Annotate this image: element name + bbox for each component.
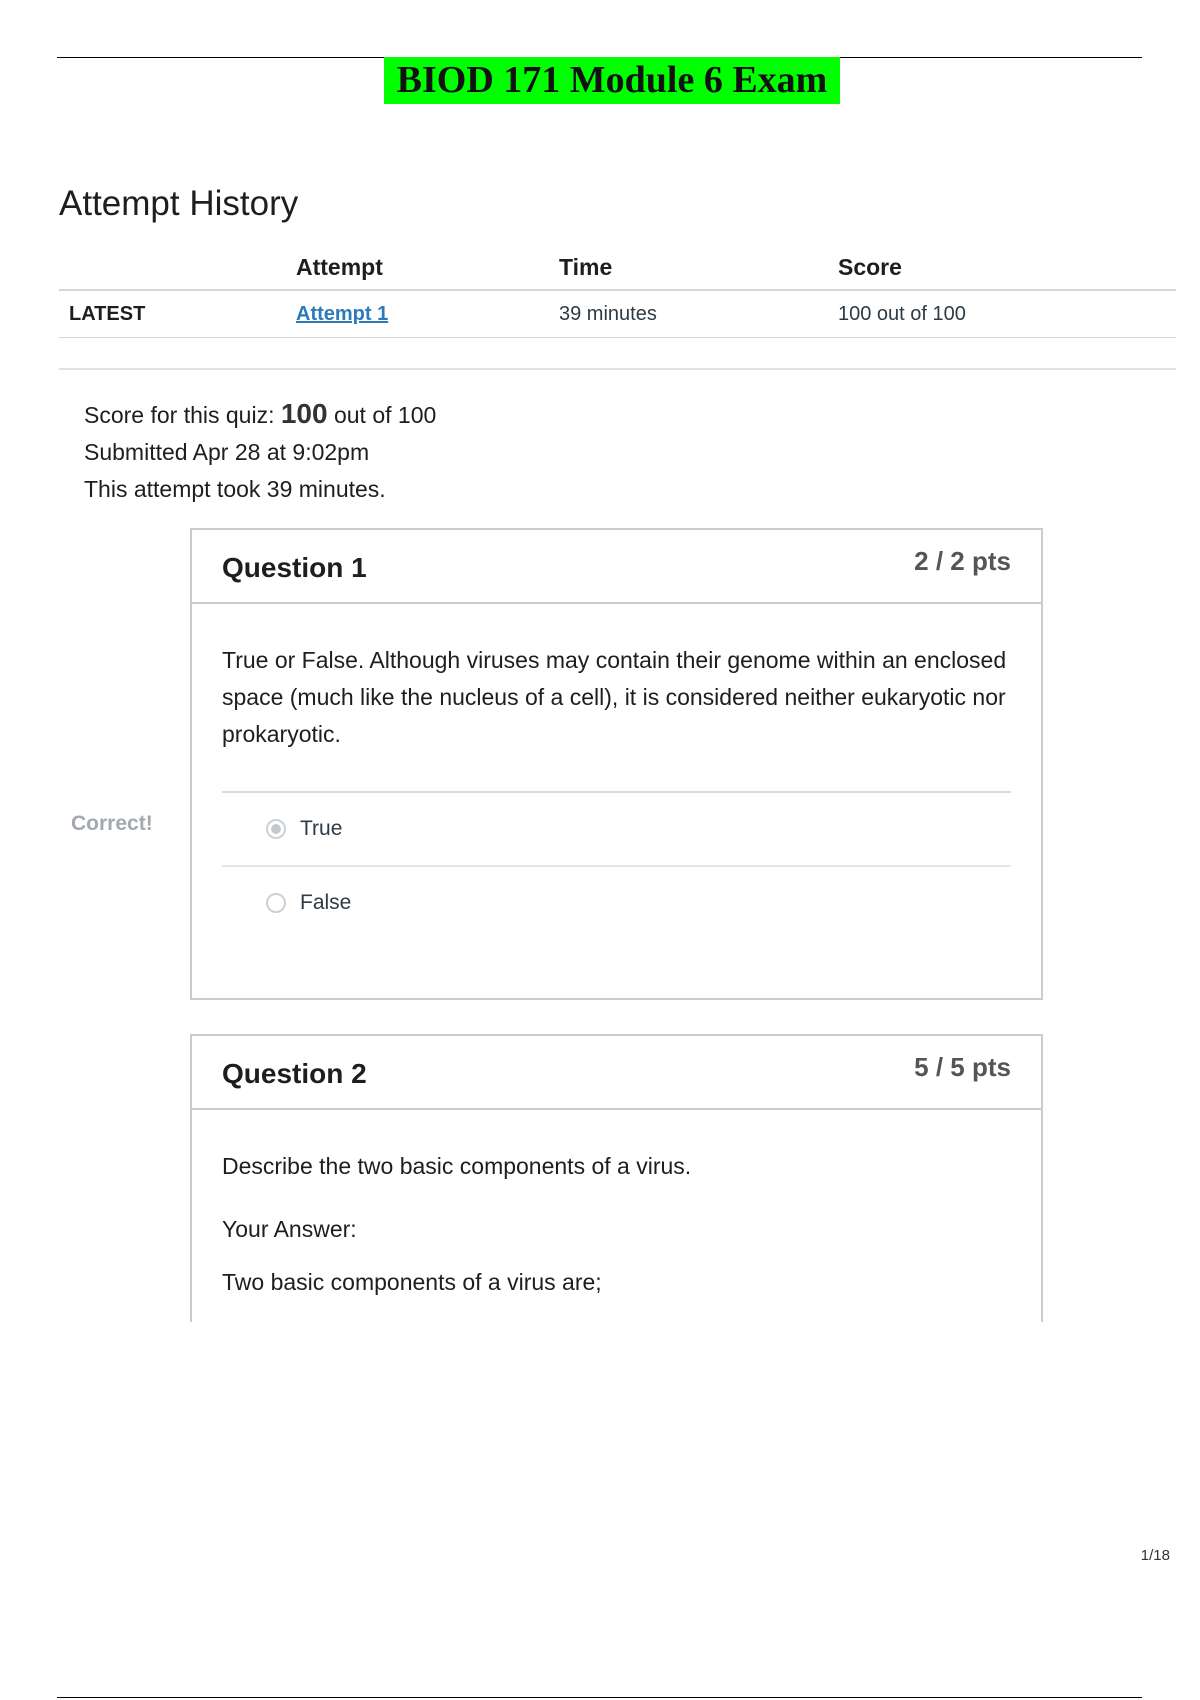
score-prefix: Score for this quiz: bbox=[84, 402, 281, 428]
answer-text: Two basic components of a virus are; bbox=[222, 1269, 602, 1295]
question-points: 5 / 5 pts bbox=[914, 1052, 1011, 1082]
answer-label: True bbox=[300, 817, 343, 840]
question-title: Question 2 bbox=[222, 1058, 367, 1089]
column-header-attempt: Attempt bbox=[296, 245, 559, 290]
answer-option-true[interactable] bbox=[222, 793, 1011, 867]
document-title: BIOD 171 Module 6 Exam bbox=[384, 57, 840, 104]
column-header-blank bbox=[59, 245, 296, 290]
column-header-score: Score bbox=[838, 245, 1176, 290]
page-number: 1/18 bbox=[1140, 1547, 1170, 1564]
column-header-time: Time bbox=[559, 245, 838, 290]
submitted-line: Submitted Apr 28 at 9:02pm bbox=[84, 439, 370, 465]
question-card-2 bbox=[190, 1034, 1043, 1322]
table-header-row bbox=[59, 245, 1176, 290]
score-suffix: out of 100 bbox=[327, 402, 437, 428]
score-line bbox=[84, 395, 436, 434]
latest-label: LATEST bbox=[59, 290, 296, 338]
duration-line: This attempt took 39 minutes. bbox=[84, 476, 386, 502]
attempt-score: 100 out of 100 bbox=[838, 290, 1176, 338]
bottom-rule bbox=[57, 1697, 1142, 1698]
answer-label: False bbox=[300, 891, 352, 914]
radio-unselected-icon[interactable] bbox=[266, 893, 286, 913]
radio-selected-icon[interactable] bbox=[266, 819, 286, 839]
quiz-summary bbox=[84, 395, 436, 508]
attempt-history-heading: Attempt History bbox=[59, 184, 299, 223]
correct-indicator: Correct! bbox=[71, 812, 153, 835]
question-text: Describe the two basic components of a virus. bbox=[222, 1153, 692, 1179]
table-row bbox=[59, 290, 1176, 338]
question-card-1 bbox=[190, 528, 1043, 1000]
answer-option-false[interactable] bbox=[222, 867, 1011, 939]
attempt-time: 39 minutes bbox=[559, 290, 838, 338]
score-value: 100 bbox=[280, 398, 328, 429]
attempt-history-table bbox=[59, 245, 1176, 338]
question-header bbox=[190, 528, 1043, 604]
question-title: Question 1 bbox=[222, 552, 367, 583]
attempt-1-link[interactable]: Attempt 1 bbox=[296, 302, 389, 325]
question-points: 2 / 2 pts bbox=[914, 546, 1011, 576]
question-header bbox=[190, 1034, 1043, 1110]
answer-list bbox=[222, 791, 1011, 939]
your-answer-label: Your Answer: bbox=[222, 1216, 357, 1242]
question-body bbox=[190, 1110, 1043, 1322]
section-divider bbox=[59, 368, 1176, 370]
question-text: True or False. Although viruses may contain their genome within an enclosed space (much like the nucleus of a cell), it is considered neither eukaryotic nor prokaryotic. bbox=[222, 647, 1007, 747]
question-body bbox=[190, 604, 1043, 1000]
